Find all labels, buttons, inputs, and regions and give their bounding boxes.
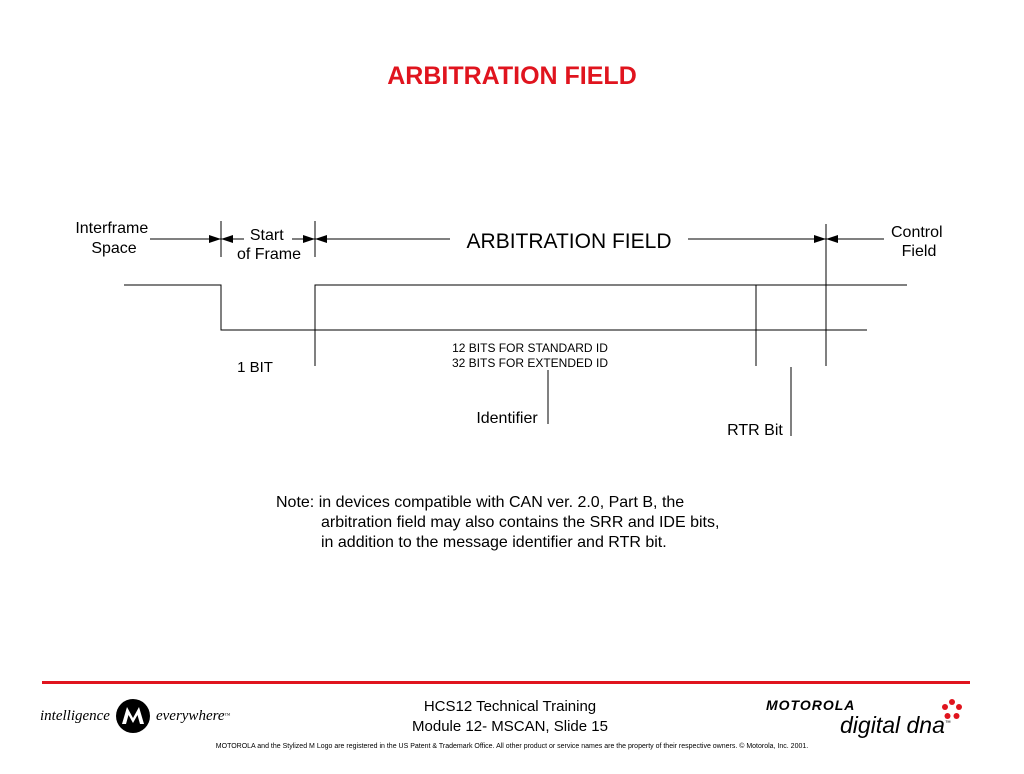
compatibility-note [276,493,719,553]
note-line-2: arbitration field may also contains the SRR and IDE bits, [321,514,720,531]
start-of-frame-label: Start of Frame [236,227,302,263]
note-line-3: in addition to the message identifier and RTR bit. [321,534,667,551]
tagline-right: everywhere [155,707,225,724]
digital-dna-text: digital dna [840,712,945,738]
arbitration-field-label: ARBITRATION FIELD [466,230,672,253]
interframe-space-label: Interframe Space [75,220,149,257]
motorola-brand: MOTOROLA [766,697,856,713]
legal-notice: MOTOROLA and the Stylized M Logo are registered in the US Patent & Trademark Office. All other product or service names are the property of their respective owners. © Motorola, Inc. 2001. [215,743,809,750]
dna-trademark: ™ [944,720,951,727]
control-field-label: Control Field [890,224,943,260]
tagline-left: intelligence [40,707,110,724]
motorola-m-logo-icon [115,698,151,734]
footer-course-info [330,697,690,737]
signal-waveform [124,285,907,330]
slide-title: ARBITRATION FIELD [387,62,637,90]
standard-id-bits-label: 12 BITS FOR STANDARD ID [452,341,608,355]
note-line-1: Note: in devices compatible with CAN ver. 2.0, Part B, the [276,494,685,511]
module-slide: Module 12- MSCAN, Slide 15 [412,718,608,735]
course-title: HCS12 Technical Training [423,698,597,715]
tagline-trademark: ™ [224,713,231,719]
extended-id-bits-label: 32 BITS FOR EXTENDED ID [451,356,609,370]
motorola-tagline [40,698,230,734]
one-bit-label: 1 BIT [237,359,273,376]
footer-divider [42,681,970,684]
rtr-bit-label: RTR Bit [727,422,783,439]
digital-dna-brand [840,712,951,739]
dna-flower-icon [940,698,964,722]
identifier-label: Identifier [476,410,538,427]
